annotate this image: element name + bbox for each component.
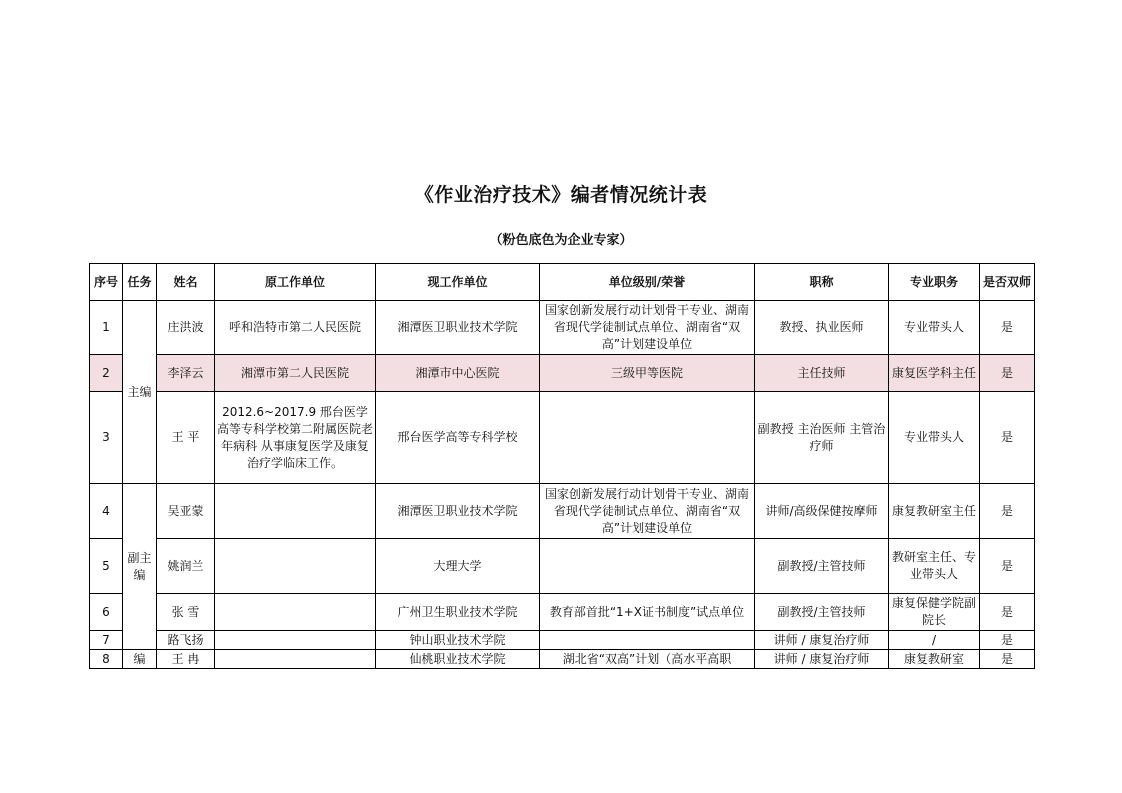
table-row xyxy=(90,301,1035,355)
table-row xyxy=(90,631,1035,650)
cell-level: 国家创新发展行动计划骨干专业、湖南省现代学徒制试点单位、湖南省“双高”计划建设单位 xyxy=(540,301,755,355)
header-row xyxy=(90,264,1035,301)
table-row xyxy=(90,484,1035,539)
cell-orig-unit xyxy=(215,594,376,631)
cell-seq: 3 xyxy=(90,392,123,484)
cell-duty: 康复教研室主任 xyxy=(889,484,980,539)
cell-title: 讲师 / 康复治疗师 xyxy=(755,650,889,669)
cell-seq: 2 xyxy=(90,355,123,392)
cell-level: 国家创新发展行动计划骨干专业、湖南省现代学徒制试点单位、湖南省“双高”计划建设单位 xyxy=(540,484,755,539)
table-row xyxy=(90,594,1035,631)
cell-level xyxy=(540,392,755,484)
cell-seq: 4 xyxy=(90,484,123,539)
cell-dual: 是 xyxy=(980,594,1035,631)
header-orig-unit: 原工作单位 xyxy=(215,264,376,301)
header-name: 姓名 xyxy=(157,264,215,301)
header-title: 职称 xyxy=(755,264,889,301)
cell-duty: 康复医学科主任 xyxy=(889,355,980,392)
page-subtitle: （粉色底色为企业专家） xyxy=(489,233,633,248)
cell-title: 副教授 主治医师 主管治疗师 xyxy=(755,392,889,484)
header-curr-unit: 现工作单位 xyxy=(376,264,540,301)
cell-name: 庄洪波 xyxy=(157,301,215,355)
header-duty: 专业职务 xyxy=(889,264,980,301)
cell-name: 路飞扬 xyxy=(157,631,215,650)
cell-level: 三级甲等医院 xyxy=(540,355,755,392)
cell-name: 张 雪 xyxy=(157,594,215,631)
cell-level: 教育部首批“1+X证书制度”试点单位 xyxy=(540,594,755,631)
cell-duty: 专业带头人 xyxy=(889,392,980,484)
table-row-enterprise xyxy=(90,355,1035,392)
cell-level xyxy=(540,539,755,594)
cell-title: 副教授/主管技师 xyxy=(755,539,889,594)
cell-name: 王 冉 xyxy=(157,650,215,669)
cell-curr-unit: 湘潭医卫职业技术学院 xyxy=(376,301,540,355)
cell-title: 主任技师 xyxy=(755,355,889,392)
header-seq: 序号 xyxy=(90,264,123,301)
cell-dual: 是 xyxy=(980,484,1035,539)
cell-orig-unit: 2012.6~2017.9 邢台医学高等专科学校第二附属医院老年病科 从事康复医学及康复治疗学临床工作。 xyxy=(215,392,376,484)
cell-level xyxy=(540,631,755,650)
header-level: 单位级别/荣誉 xyxy=(540,264,755,301)
group-editor: 编 xyxy=(123,650,157,669)
cell-orig-unit xyxy=(215,631,376,650)
cell-dual: 是 xyxy=(980,301,1035,355)
cell-dual: 是 xyxy=(980,539,1035,594)
table-row xyxy=(90,650,1035,669)
cell-duty: / xyxy=(889,631,980,650)
cell-orig-unit xyxy=(215,650,376,669)
table-row xyxy=(90,392,1035,484)
cell-duty: 康复保健学院副院长 xyxy=(889,594,980,631)
group-chief-editor: 主编 xyxy=(123,301,157,484)
cell-curr-unit: 广州卫生职业技术学院 xyxy=(376,594,540,631)
editor-table xyxy=(89,263,1035,669)
page-title: 《作业治疗技术》编者情况统计表 xyxy=(414,184,708,206)
cell-curr-unit: 大理大学 xyxy=(376,539,540,594)
cell-orig-unit: 湘潭市第二人民医院 xyxy=(215,355,376,392)
cell-dual: 是 xyxy=(980,650,1035,669)
cell-orig-unit xyxy=(215,484,376,539)
cell-name: 李泽云 xyxy=(157,355,215,392)
cell-level: 湖北省“双高”计划（高水平高职 xyxy=(540,650,755,669)
cell-dual: 是 xyxy=(980,392,1035,484)
cell-curr-unit: 钟山职业技术学院 xyxy=(376,631,540,650)
cell-duty: 教研室主任、专业带头人 xyxy=(889,539,980,594)
cell-curr-unit: 邢台医学高等专科学校 xyxy=(376,392,540,484)
cell-seq: 5 xyxy=(90,539,123,594)
cell-seq: 8 xyxy=(90,650,123,669)
group-deputy-editor: 副主编 xyxy=(123,484,157,650)
cell-name: 吴亚蒙 xyxy=(157,484,215,539)
cell-title: 讲师/高级保健按摩师 xyxy=(755,484,889,539)
cell-orig-unit xyxy=(215,539,376,594)
table-row xyxy=(90,539,1035,594)
cell-curr-unit: 仙桃职业技术学院 xyxy=(376,650,540,669)
header-task: 任务 xyxy=(123,264,157,301)
cell-orig-unit: 呼和浩特市第二人民医院 xyxy=(215,301,376,355)
cell-dual: 是 xyxy=(980,355,1035,392)
header-dual: 是否双师 xyxy=(980,264,1035,301)
cell-title: 教授、执业医师 xyxy=(755,301,889,355)
cell-duty: 康复教研室 xyxy=(889,650,980,669)
cell-duty: 专业带头人 xyxy=(889,301,980,355)
cell-dual: 是 xyxy=(980,631,1035,650)
cell-curr-unit: 湘潭医卫职业技术学院 xyxy=(376,484,540,539)
cell-seq: 6 xyxy=(90,594,123,631)
cell-curr-unit: 湘潭市中心医院 xyxy=(376,355,540,392)
cell-title: 副教授/主管技师 xyxy=(755,594,889,631)
cell-title: 讲师 / 康复治疗师 xyxy=(755,631,889,650)
cell-name: 姚润兰 xyxy=(157,539,215,594)
cell-seq: 1 xyxy=(90,301,123,355)
cell-name: 王 平 xyxy=(157,392,215,484)
cell-seq: 7 xyxy=(90,631,123,650)
